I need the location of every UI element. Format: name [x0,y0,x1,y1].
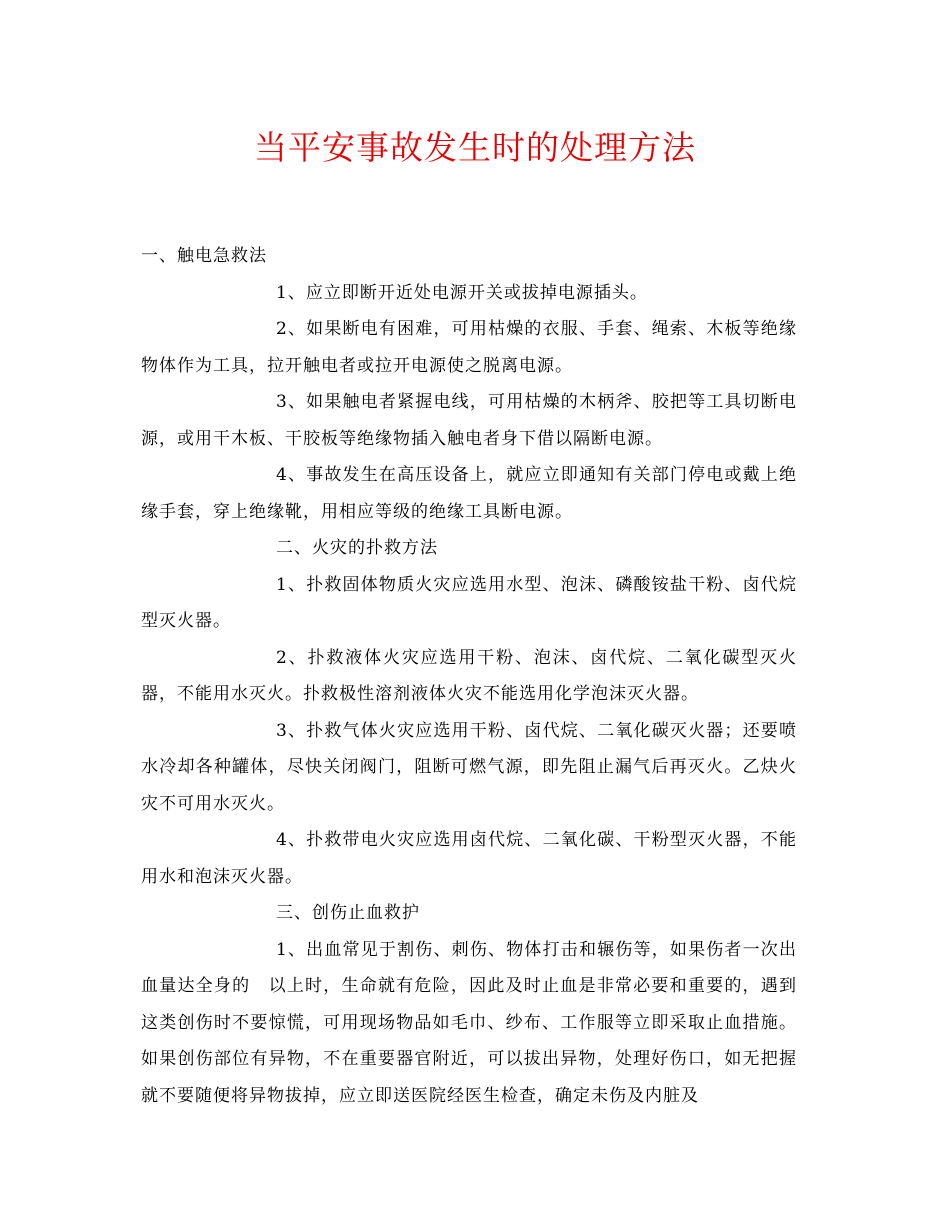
paragraph: 2、如果断电有困难，可用枯燥的衣服、手套、绳索、木板等绝缘物体作为工具，拉开触电者或拉开电源使之脱离电源。 [141,319,797,376]
section-heading-fire: 二、火灾的扑救方法 [276,538,438,558]
paragraph: 4、扑救带电火灾应选用卤代烷、二氧化碳、干粉型灭火器，不能用水和泡沫灭火器。 [141,830,797,887]
paragraph: 3、如果触电者紧握电线，可用枯燥的木柄斧、胶把等工具切断电源，或用干木板、干胶板等绝缘物插入触电者身下借以隔断电源。 [141,392,797,449]
paragraph: 1、出血常见于割伤、刺伤、物体打击和辗伤等，如果伤者一次出血量达全身的 以上时，生命就有危险，因此及时止血是非常必要和重要的，遇到这类创伤时不要惊慌，可用现场物品如毛巾、纱布、工作服等立即采取止血措施。如果创伤部位有异物，不在重要器官附近，可以拔出异物，处理好伤口，如无把握就不要随便将异物拔掉，应立即送医院经医生检查，确定未伤及内脏及 [141,939,797,1106]
paragraph: 4、事故发生在高压设备上，就应立即通知有关部门停电或戴上绝缘手套，穿上绝缘靴，用相应等级的绝缘工具断电源。 [141,465,797,522]
paragraph: 3、扑救气体火灾应选用干粉、卤代烷、二氧化碳灭火器；还要喷水冷却各种罐体，尽快关闭阀门，阻断可燃气源，即先阻止漏气后再灭火。乙炔火灾不可用水灭火。 [141,720,797,814]
paragraph: 1、应立即断开近处电源开关或拔掉电源插头。 [276,282,648,303]
paragraph: 2、扑救液体火灾应选用干粉、泡沫、卤代烷、二氧化碳型灭火器，不能用水灭火。扑救极性溶剂液体火灾不能选用化学泡沫灭火器。 [141,647,797,704]
section-heading-wound-bleeding: 三、创伤止血救护 [276,903,420,923]
document-title: 当平安事故发生时的处理方法 [254,128,696,167]
section-heading-electric-shock: 一、触电急救法 [141,246,267,266]
document-body [141,238,797,1114]
paragraph: 1、扑救固体物质火灾应选用水型、泡沫、磷酸铵盐干粉、卤代烷型灭火器。 [141,574,797,631]
